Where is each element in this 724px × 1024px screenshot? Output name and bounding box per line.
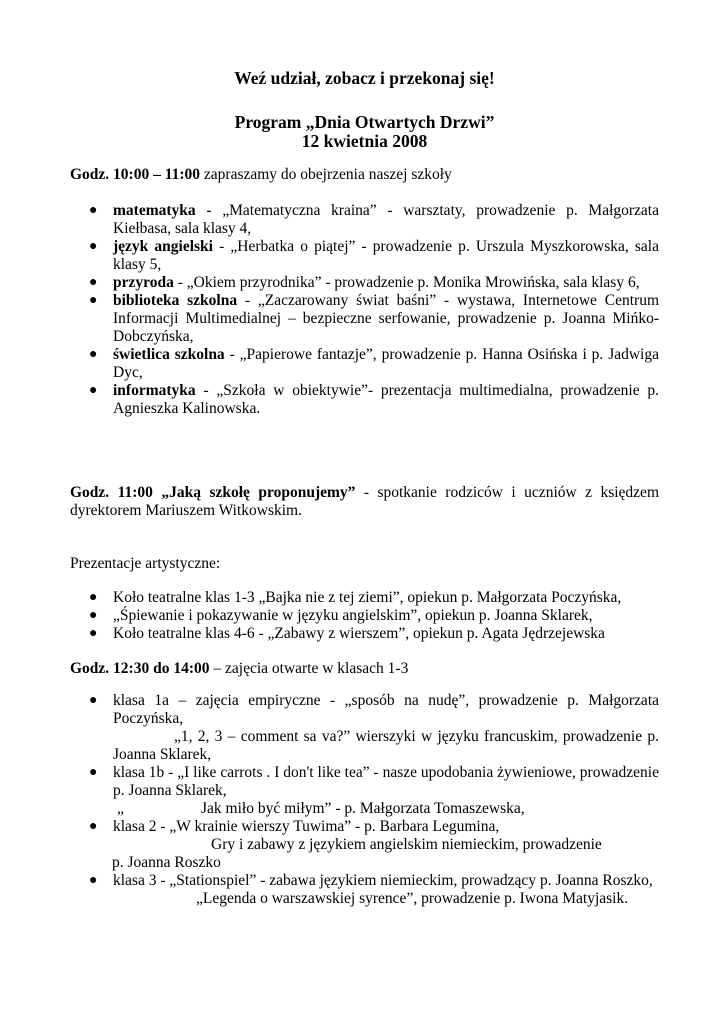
section-2-time: Godz. 11:00 „Jaką szkołę proponujemy” [70, 484, 356, 501]
section-2-text: - spotkanie rodziców i uczniów z księdzem dyrektorem Mariuszem Witkowskim. [70, 484, 659, 519]
bullet-icon: ● [89, 590, 98, 605]
list-item: ● Koło teatralne klas 1-3 „Bajka nie z tej ziemi”, opiekun p. Małgorzata Poczyńska, [89, 589, 622, 606]
list-item: ● informatyka - „Szkoła w obiektywie”- prezentacja multimedialna, prowadzenie p. Agnieszka Kalinowska. [89, 382, 659, 417]
list-item: ● przyroda - „Okiem przyrodnika” - prowadzenie p. Monika Mrowińska, sala klasy 6, [89, 274, 640, 291]
list-item: ● Koło teatralne klas 4-6 - „Zabawy z wierszem”, opiekun p. Agata Jędrzejewska [89, 625, 605, 642]
bullet-icon: ● [89, 819, 98, 834]
list-item: ● język angielski - „Herbatka o piątej” - prowadzenie p. Urszula Myszkorowska, sala klasy 5, [89, 238, 659, 273]
list-item: ● klasa 2 - „W krainie wierszy Tuwima” - p. Barbara Legumina, Gry i zabawy z językiem angielskim niemieckim, prowadzenie p. Joanna Roszko [89, 818, 602, 871]
bullet-icon: ● [89, 293, 98, 308]
section-4-text: – zajęcia otwarte w klasach 1-3 [209, 660, 409, 677]
list-item: ● klasa 1b - „I like carrots . I don't like tea” - nasze upodobania żywieniowe, prowadzenie p. Joanna Sklarek, „ Jak miło być miłym” - p. Małgorzata Tomaszewska, [89, 764, 659, 817]
bullet-icon: ● [89, 203, 98, 218]
bullet-icon: ● [89, 873, 98, 888]
section-3-list [70, 589, 659, 643]
section-4-time: Godz. 12:30 do 14:00 [70, 660, 210, 677]
bullet-icon: ● [89, 626, 98, 641]
bullet-icon: ● [89, 275, 98, 290]
section-2-paragraph [70, 484, 659, 520]
bullet-icon: ● [89, 608, 98, 623]
bullet-icon: ● [89, 383, 98, 398]
list-item: ● klasa 1a – zajęcia empiryczne - „sposób na nudę”, prowadzenie p. Małgorzata Poczyńska, „1, 2, 3 – comment sa va?” wierszyki w języku francuskim, prowadzenie p. Joanna Sklarek, [89, 692, 659, 763]
list-item: ● klasa 3 - „Stationspiel” - zabawa językiem niemieckim, prowadzący p. Joanna Roszko, „Legenda o warszawskiej syrence”, prowadzenie p. Iwona Matyjasik. [89, 872, 653, 907]
quote-mark: „ [117, 800, 124, 817]
list-item: ● świetlica szkolna - „Papierowe fantazje”, prowadzenie p. Hanna Osińska i p. Jadwiga Dyc, [89, 346, 659, 381]
list-item: ● „Śpiewanie i pokazywanie w języku angielskim”, opiekun p. Joanna Sklarek, [89, 607, 593, 624]
section-1-text: zapraszamy do obejrzenia naszej szkoły [200, 166, 452, 183]
list-item: ● biblioteka szkolna - „Zaczarowany świat baśni” - wystawa, Internetowe Centrum Informacji Multimedialnej – bezpieczne serfowanie, prowadzenie p. Joanna Mińko-Dobczyńska, [89, 292, 659, 345]
section-4-list [70, 692, 659, 908]
bullet-icon: ● [89, 239, 98, 254]
section-3-heading: Prezentacje artystyczne: [70, 555, 221, 572]
bullet-icon: ● [89, 765, 98, 780]
program-title: Program „Dnia Otwartych Drzwi” [234, 112, 495, 132]
program-date: 12 kwietnia 2008 [301, 131, 428, 151]
headline: Weź udział, zobacz i przekonaj się! [234, 68, 495, 88]
section-1-list [70, 202, 659, 418]
section-1-header [70, 166, 659, 184]
bullet-icon: ● [89, 693, 98, 708]
section-4-header [70, 660, 659, 678]
list-item: ● matematyka - „Matematyczna kraina” - warsztaty, prowadzenie p. Małgorzata Kiełbasa, sala klasy 4, [89, 202, 659, 237]
bullet-icon: ● [89, 347, 98, 362]
section-1-time: Godz. 10:00 – 11:00 [70, 166, 201, 183]
